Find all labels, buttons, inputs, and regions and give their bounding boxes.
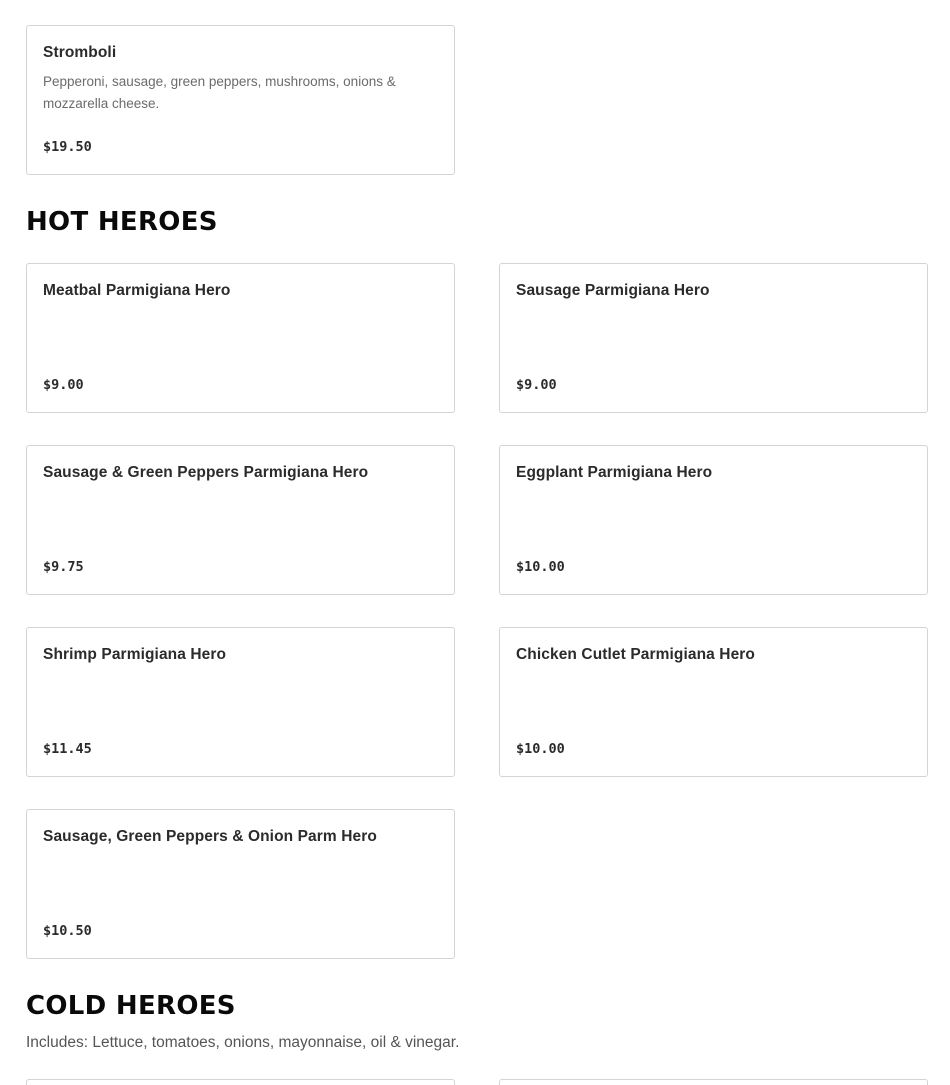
menu-item-card[interactable] [26, 445, 455, 595]
menu-item-card[interactable] [26, 25, 455, 175]
menu-item-card[interactable] [26, 263, 455, 413]
section-title-hot-heroes: HOT HEROES [26, 207, 218, 237]
menu-item-name: Sausage & Green Peppers Parmigiana Hero [43, 464, 369, 481]
menu-item-price: $9.75 [43, 559, 84, 575]
menu-item-card[interactable] [499, 263, 928, 413]
menu-item-price: $19.50 [43, 139, 92, 155]
menu-item-card[interactable] [26, 809, 455, 959]
menu-item-name: Eggplant Parmigiana Hero [516, 464, 713, 481]
menu-item-price: $9.00 [43, 377, 84, 393]
menu-item-name: Sausage, Green Peppers & Onion Parm Hero [43, 828, 377, 845]
menu-item-card[interactable] [499, 1079, 928, 1085]
menu-item-name: Meatbal Parmigiana Hero [43, 282, 231, 299]
menu-item-name: Sausage Parmigiana Hero [516, 282, 710, 299]
menu-item-card[interactable] [26, 1079, 455, 1085]
menu-item-name: Shrimp Parmigiana Hero [43, 646, 227, 663]
menu-item-price: $11.45 [43, 741, 92, 757]
menu-item-name: Stromboli [43, 44, 117, 61]
menu-item-price: $10.00 [516, 559, 565, 575]
menu-item-name: Chicken Cutlet Parmigiana Hero [516, 646, 756, 663]
menu-item-description: Pepperoni, sausage, green peppers, mushrooms, onions & mozzarella cheese. [43, 74, 396, 111]
section-subtitle: Includes: Lettuce, tomatoes, onions, mayonnaise, oil & vinegar. [26, 1034, 460, 1051]
menu-item-price: $9.00 [516, 377, 557, 393]
menu-item-price: $10.00 [516, 741, 565, 757]
menu-item-card[interactable] [499, 445, 928, 595]
menu-item-card[interactable] [499, 627, 928, 777]
menu-item-card[interactable] [26, 627, 455, 777]
section-title-cold-heroes: COLD HEROES [26, 991, 236, 1021]
menu-item-price: $10.50 [43, 923, 92, 939]
